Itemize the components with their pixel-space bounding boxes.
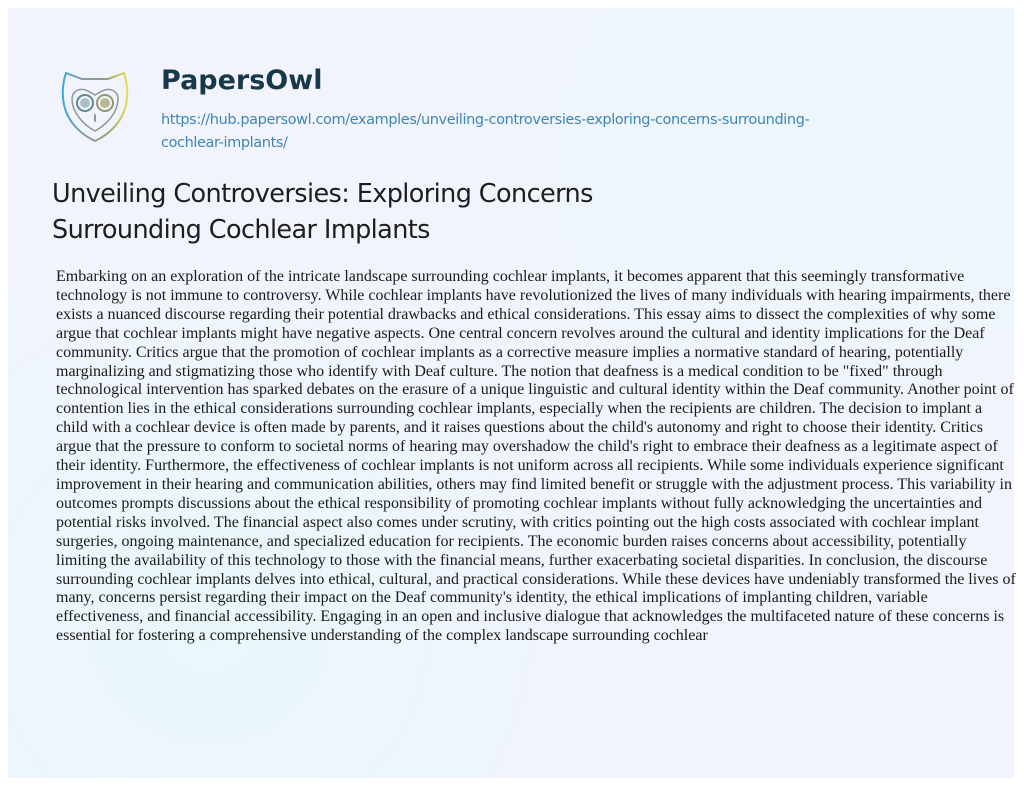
article-title-line1: Unveiling Controversies: Exploring Concerns bbox=[52, 179, 593, 209]
article-title bbox=[52, 176, 812, 248]
article-title-line2: Surrounding Cochlear Implants bbox=[52, 215, 430, 245]
source-url-line2[interactable]: cochlear-implants/ bbox=[161, 135, 288, 151]
page-card bbox=[8, 8, 1014, 778]
source-url-line1[interactable]: https://hub.papersowl.com/examples/unveiling-controversies-exploring-concerns-surrounding- bbox=[161, 112, 810, 128]
source-url[interactable] bbox=[161, 109, 981, 155]
owl-logo-icon bbox=[58, 65, 132, 143]
article-body: Embarking on an exploration of the intricate landscape surrounding cochlear implants, it becomes apparent that this seemingly transformative technology is not immune to controversy. While cochlear implants have revolutionized the lives of many individuals with hearing impairments, there exists a nuanced discourse regarding their potential drawbacks and ethical considerations. This essay aims to dissect the complexities of why some argue that cochlear implants might have negative aspects. One central concern revolves around the cultural and identity implications for the Deaf community. Critics argue that the promotion of cochlear implants as a corrective measure implies a normative standard of hearing, potentially marginalizing and stigmatizing those who identify with Deaf culture. The notion that deafness is a medical condition to be "fixed" through technological intervention has sparked debates on the erasure of a unique linguistic and cultural identity within the Deaf community. Another point of contention lies in the ethical considerations surrounding cochlear implants, especially when the recipients are children. The decision to implant a child with a cochlear device is often made by parents, and it raises questions about the child's autonomy and right to choose their identity. Critics argue that the pressure to conform to societal norms of hearing may overshadow the child's right to embrace their deafness as a legitimate aspect of their identity. Furthermore, the effectiveness of cochlear implants is not uniform across all recipients. While some individuals experience significant improvement in their hearing and communication abilities, others may find limited benefit or struggle with the adjustment process. This variability in outcomes prompts discussions about the ethical responsibility of promoting cochlear implants without fully acknowledging the uncertainties and potential risks involved. The financial aspect also comes under scrutiny, with critics pointing out the high costs associated with cochlear implant surgeries, ongoing maintenance, and specialized education for recipients. The economic burden raises concerns about accessibility, potentially limiting the availability of this technology to those with the financial means, further exacerbating societal disparities. In conclusion, the discourse surrounding cochlear implants delves into ethical, cultural, and practical considerations. While these devices have undeniably transformed the lives of many, concerns persist regarding their impact on the Deaf community's identity, the ethical implications of implanting children, variable effectiveness, and financial accessibility. Engaging in an open and inclusive dialogue that acknowledges the multifaceted nature of these concerns is essential for fostering a comprehensive understanding of the complex landscape surrounding cochlear bbox=[56, 268, 1016, 645]
header bbox=[58, 65, 958, 165]
brand-name: PapersOwl bbox=[161, 65, 323, 96]
